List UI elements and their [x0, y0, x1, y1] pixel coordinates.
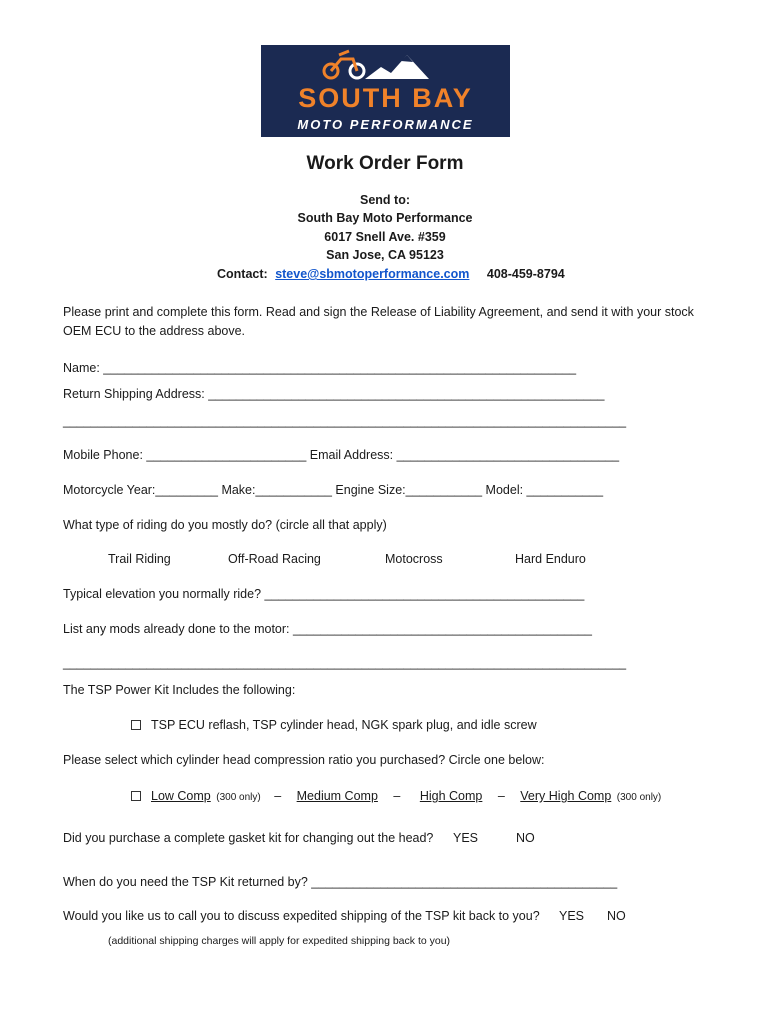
dash-2: –	[393, 789, 401, 803]
kit-item-text: TSP ECU reflash, TSP cylinder head, NGK spark plug, and idle screw	[151, 718, 537, 732]
logo-brand-text: SOUTH BAY	[298, 83, 473, 113]
compression-question: Please select which cylinder head compression ratio you purchased? Circle one below:	[63, 753, 545, 767]
contact-label: Contact:	[217, 267, 268, 281]
contact-line	[217, 266, 565, 282]
return-date-field[interactable]: When do you need the TSP Kit returned by? ____________________________________________	[63, 875, 618, 889]
gasket-yes[interactable]: YES	[453, 831, 479, 845]
logo-subtitle-text: MOTO PERFORMANCE	[297, 117, 474, 132]
company-logo	[261, 45, 510, 137]
expedite-question: Would you like us to call you to discuss expedited shipping of the TSP kit back to you?	[63, 909, 540, 923]
expedite-yes[interactable]: YES	[559, 909, 585, 923]
riding-option-trail[interactable]: Trail Riding	[108, 552, 171, 566]
expedite-note: (additional shipping charges will apply for expedited shipping back to you)	[108, 935, 451, 947]
riding-question: What type of riding do you mostly do? (circle all that apply)	[63, 518, 387, 532]
mods-field[interactable]: List any mods already done to the motor: ___________________________________________	[63, 622, 592, 636]
riding-option-hard-enduro[interactable]: Hard Enduro	[515, 552, 586, 566]
dash-1: –	[274, 789, 282, 803]
return-address-field[interactable]: Return Shipping Address: _________________________________________________________	[63, 387, 605, 401]
very-high-comp-note: (300 only)	[616, 792, 662, 803]
gasket-no[interactable]: NO	[516, 831, 535, 845]
mods-continued-field[interactable]: _________________________________________________________________________________	[63, 656, 627, 670]
mobile-email-field[interactable]: Mobile Phone: _______________________ Email Address: ________________________________	[63, 448, 620, 462]
street-address: 6017 Snell Ave. #359	[324, 230, 446, 244]
return-address-continued-field[interactable]: _________________________________________________________________________________	[63, 414, 627, 428]
elevation-field[interactable]: Typical elevation you normally ride? ______________________________________________	[63, 587, 585, 601]
riding-option-offroad[interactable]: Off-Road Racing	[228, 552, 321, 566]
kit-item	[131, 717, 537, 733]
contact-phone: 408-459-8794	[486, 267, 565, 281]
option-medium-comp[interactable]: Medium Comp	[296, 789, 378, 803]
option-low-comp[interactable]: Low Comp	[151, 789, 211, 803]
city-address: San Jose, CA 95123	[326, 248, 444, 262]
page-title: Work Order Form	[306, 153, 464, 174]
dash-3: –	[497, 789, 505, 803]
instructions-line-2: OEM ECU to the address above.	[63, 324, 246, 338]
expedite-no[interactable]: NO	[607, 909, 626, 923]
low-comp-note: (300 only)	[216, 792, 261, 803]
compression-checkbox[interactable]	[131, 791, 141, 801]
kit-heading: The TSP Power Kit Includes the following:	[63, 683, 296, 697]
riding-option-motocross[interactable]: Motocross	[385, 552, 443, 566]
kit-item-checkbox[interactable]	[131, 720, 141, 730]
motorcycle-mountain-icon	[261, 45, 510, 85]
compression-options	[131, 788, 661, 806]
motorcycle-details-field[interactable]: Motorcycle Year:_________ Make:___________ Engine Size:___________ Model: ___________	[63, 483, 604, 497]
option-high-comp[interactable]: High Comp	[419, 789, 483, 803]
option-very-high-comp[interactable]: Very High Comp	[520, 789, 612, 803]
gasket-question: Did you purchase a complete gasket kit for changing out the head?	[63, 831, 434, 845]
name-field[interactable]: Name: ____________________________________________________________________	[63, 361, 577, 375]
send-to-label: Send to:	[360, 193, 410, 207]
company-name: South Bay Moto Performance	[297, 211, 473, 225]
contact-email-link[interactable]: steve@sbmotoperformance.com	[275, 267, 470, 281]
instructions-line-1: Please print and complete this form. Read and sign the Release of Liability Agreement, and send it with your stock	[63, 305, 694, 319]
